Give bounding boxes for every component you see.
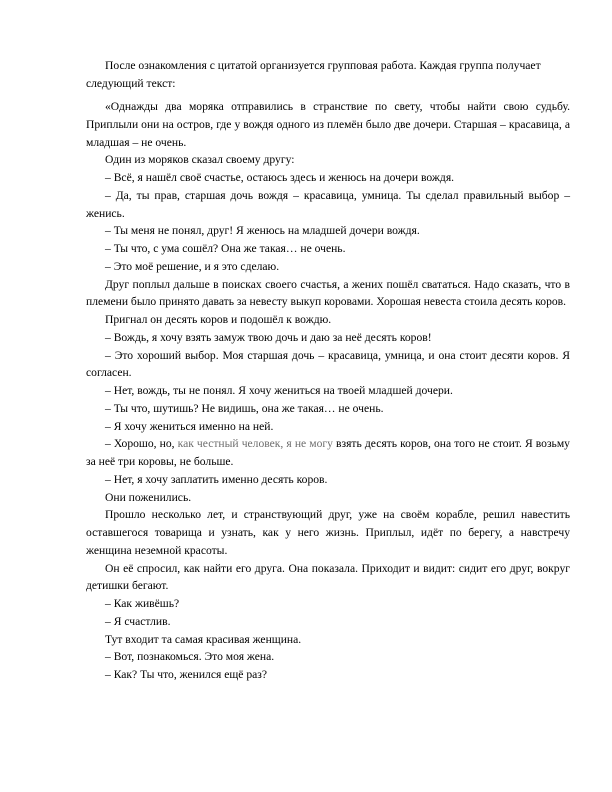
story-paragraph: – Нет, вождь, ты не понял. Я хочу жениться на твоей младшей дочери. bbox=[105, 384, 453, 397]
story-paragraph: Он её спросил, как найти его друга. Она показала. Приходит и видит: сидит его друг, вокруг детишки бегают. bbox=[86, 561, 570, 593]
story-paragraph: «Однажды два моряка отправились в странствие по свету, чтобы найти свою судьбу. Приплыли они на остров, где у вождя одного из племён было две дочери. Старшая – красавица, а младшая – не очень. bbox=[86, 100, 570, 149]
story-paragraph-highlighted bbox=[86, 435, 570, 471]
story-paragraph: Прошло несколько лет, и странствующий друг, уже на своём корабле, решил навестить оставшегося товарища и узнать, как у него жизнь. Приплыл, идёт по берегу, а навстречу женщина неземной красоты. bbox=[86, 508, 570, 557]
intro-section bbox=[86, 57, 570, 93]
story-paragraph: Один из моряков сказал своему другу: bbox=[105, 153, 295, 167]
story-paragraph: – Вот, познакомься. Это моя жена. bbox=[105, 650, 275, 664]
story-paragraph: – Это моё решение, и я это сделаю. bbox=[105, 259, 280, 273]
story-paragraph: Друг поплыл дальше в поисках своего счастья, а жених пошёл свататься. Надо сказать, что в племени было принято давать за невесту выкуп коровами. Хорошая невеста стоила десять коров. bbox=[86, 277, 570, 309]
story-paragraph: Тут входит та самая красивая женщина. bbox=[105, 632, 302, 646]
story-paragraph: – Вождь, я хочу взять замуж твою дочь и даю за неё десять коров! bbox=[105, 330, 432, 344]
story-paragraph: – Я счастлив. bbox=[105, 614, 171, 628]
story-paragraph: – Ты меня не понял, друг! Я женюсь на младшей дочери вождя. bbox=[105, 224, 420, 238]
story-paragraph: – Да, ты прав, старшая дочь вождя – красавица, умница. Ты сделал правильный выбор – женись. bbox=[86, 188, 570, 220]
story-paragraph: – Ты что, с ума сошёл? Она же такая… не очень. bbox=[105, 242, 346, 255]
story-paragraph: – Я хочу жениться именно на ней. bbox=[105, 419, 274, 433]
story-paragraph: Пригнал он десять коров и подошёл к вождю. bbox=[105, 313, 332, 326]
story-paragraph: – Как живёшь? bbox=[105, 597, 180, 610]
intro-paragraph: После ознакомления с цитатой организуется групповая работа. Каждая группа получает следующий текст: bbox=[86, 59, 541, 90]
story-paragraph: – Всё, я нашёл своё счастье, остаюсь здесь и женюсь на дочери вождя. bbox=[105, 171, 455, 184]
paragraph-text-end: взять десять коров, она того не стоит. Я возьму за неё три коровы, не больше. bbox=[86, 437, 570, 468]
story-section bbox=[86, 98, 570, 684]
story-paragraph: – Как? Ты что, женился ещё раз? bbox=[105, 668, 267, 681]
story-paragraph: Они поженились. bbox=[105, 490, 192, 504]
story-paragraph: – Ты что, шутишь? Не видишь, она же такая… не очень. bbox=[105, 401, 384, 415]
story-paragraph: – Это хороший выбор. Моя старшая дочь – красавица, умница, и она стоит десяти коров. Я согласен. bbox=[86, 348, 570, 380]
paragraph-text-start: – Хорошо, но, bbox=[105, 437, 178, 451]
story-paragraph: – Нет, я хочу заплатить именно десять коров. bbox=[105, 472, 328, 486]
grey-highlighted-text: как честный человек, я не могу bbox=[177, 437, 333, 451]
